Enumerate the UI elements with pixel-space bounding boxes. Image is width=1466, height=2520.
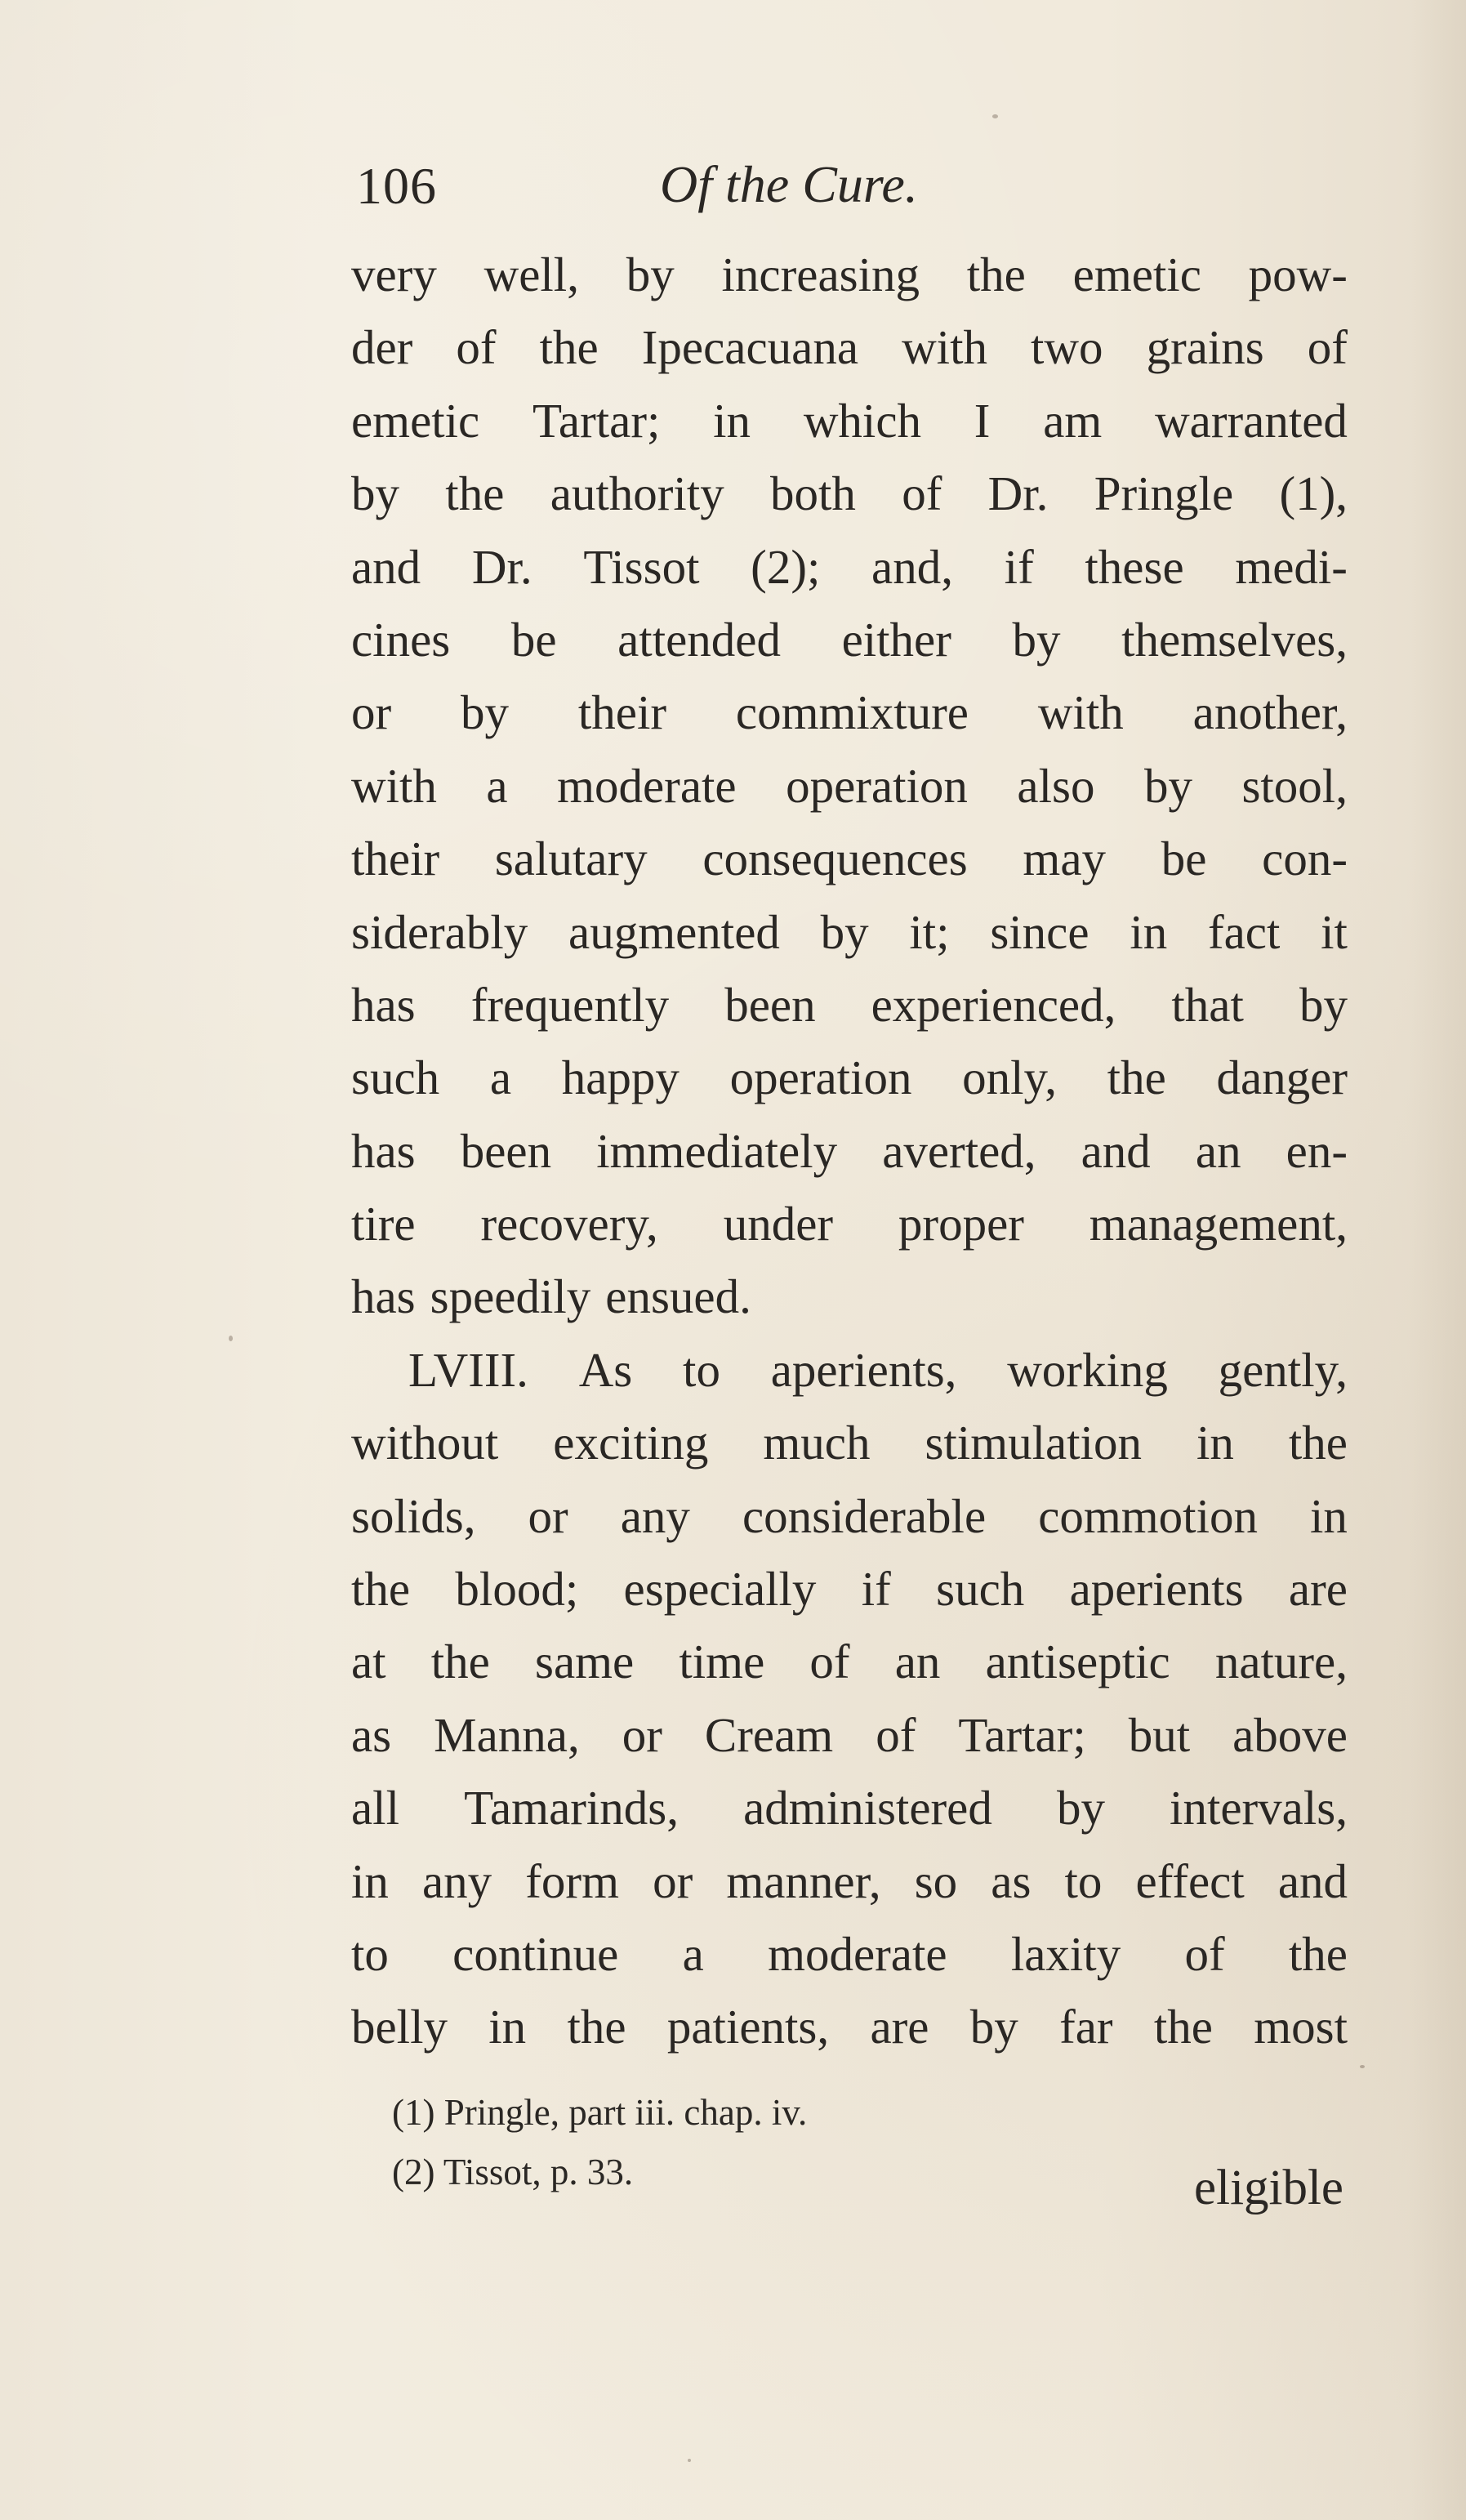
text-line bbox=[351, 239, 1348, 311]
text-word: of bbox=[876, 1707, 916, 1762]
footnote-1: (1) Pringle, part iii. chap. iv. bbox=[392, 2092, 808, 2133]
text-word: Manna, bbox=[434, 1707, 580, 1762]
footnotes bbox=[392, 2083, 807, 2202]
text-word: especially bbox=[623, 1562, 817, 1617]
text-word: by bbox=[461, 685, 510, 740]
text-word: in bbox=[713, 393, 751, 448]
running-title: Of the Cure. bbox=[660, 155, 918, 213]
text-word: patients, bbox=[666, 2000, 830, 2054]
text-line bbox=[351, 1480, 1348, 1553]
text-word: en- bbox=[1286, 1123, 1348, 1178]
text-word: grains bbox=[1146, 320, 1264, 375]
text-word: der bbox=[351, 320, 413, 375]
text-line bbox=[351, 1772, 1348, 1844]
text-line bbox=[351, 1699, 1348, 1772]
text-word: with bbox=[351, 758, 437, 813]
text-line bbox=[351, 1188, 1348, 1260]
text-word: in bbox=[1310, 1488, 1348, 1543]
text-word: at bbox=[351, 1635, 386, 1689]
text-word: most bbox=[1254, 2000, 1348, 2054]
text-word: same bbox=[535, 1635, 635, 1689]
text-word: Dr. bbox=[471, 539, 532, 594]
text-word: continue bbox=[452, 1926, 619, 1981]
text-word: averted, bbox=[882, 1123, 1036, 1178]
text-word: administered bbox=[743, 1781, 992, 1835]
text-word: which bbox=[803, 393, 922, 448]
text-word: if bbox=[861, 1562, 891, 1617]
text-word: are bbox=[1288, 1562, 1348, 1617]
text-word: to bbox=[1064, 1853, 1103, 1908]
text-word: warranted bbox=[1155, 393, 1348, 448]
text-word: tire bbox=[351, 1197, 416, 1251]
text-word: Tartar; bbox=[532, 393, 661, 448]
text-word: as bbox=[991, 1853, 1032, 1908]
text-word: above bbox=[1232, 1707, 1348, 1762]
text-word: and bbox=[1081, 1123, 1151, 1178]
text-word: and, bbox=[871, 539, 953, 594]
text-line bbox=[351, 1407, 1348, 1479]
text-word: management, bbox=[1089, 1197, 1348, 1251]
text-word: intervals, bbox=[1170, 1781, 1348, 1835]
text-word: authority bbox=[550, 466, 724, 521]
text-word: far bbox=[1059, 2000, 1113, 2054]
text-word: ensued. bbox=[605, 1269, 751, 1324]
text-word: of bbox=[456, 320, 497, 375]
text-word: either bbox=[841, 612, 951, 667]
footnote-2: (2) Tissot, p. 33. bbox=[392, 2152, 634, 2192]
text-word: augmented bbox=[568, 904, 780, 959]
text-word: a bbox=[489, 1050, 512, 1105]
text-word: con- bbox=[1262, 832, 1348, 886]
text-word: antiseptic bbox=[985, 1635, 1170, 1689]
text-word: by bbox=[1299, 977, 1348, 1032]
text-line bbox=[351, 1115, 1348, 1188]
text-word: it; bbox=[909, 904, 950, 959]
text-word: moderate bbox=[768, 1926, 947, 1981]
text-word: two bbox=[1031, 320, 1103, 375]
text-word: frequently bbox=[470, 977, 670, 1032]
text-line bbox=[351, 1041, 1348, 1114]
text-word: am bbox=[1043, 393, 1103, 448]
text-word: are bbox=[870, 2000, 929, 2054]
text-word: much bbox=[763, 1416, 871, 1470]
text-word: in bbox=[488, 2000, 527, 2054]
text-line bbox=[351, 1918, 1348, 1991]
text-word: immediately bbox=[596, 1123, 838, 1178]
text-line bbox=[351, 457, 1348, 530]
text-word: very bbox=[351, 248, 437, 301]
text-word: considerable bbox=[742, 1488, 987, 1543]
running-head bbox=[356, 155, 1026, 225]
text-word: without bbox=[351, 1416, 499, 1470]
text-word: to bbox=[683, 1342, 720, 1397]
text-word: be bbox=[510, 612, 557, 667]
text-word: the bbox=[1107, 1050, 1166, 1105]
text-word: Cream bbox=[704, 1707, 834, 1762]
text-word: has bbox=[351, 977, 416, 1032]
text-word: danger bbox=[1216, 1050, 1348, 1105]
text-word: the bbox=[567, 2000, 626, 2054]
text-word: speedily bbox=[430, 1269, 591, 1324]
body-text bbox=[351, 239, 1348, 2064]
text-word: another, bbox=[1192, 685, 1348, 740]
text-word: has bbox=[351, 1123, 416, 1178]
text-word: and bbox=[1277, 1853, 1348, 1908]
text-word: consequences bbox=[702, 832, 968, 886]
text-word: of bbox=[902, 466, 942, 521]
text-word: recovery, bbox=[480, 1197, 658, 1251]
text-word: by bbox=[1056, 1781, 1105, 1835]
text-word: Tissot bbox=[583, 539, 700, 594]
text-word: all bbox=[351, 1781, 399, 1835]
paper-speck bbox=[992, 114, 998, 118]
text-word: medi- bbox=[1235, 539, 1348, 594]
text-line bbox=[351, 823, 1348, 895]
text-word: cines bbox=[351, 612, 451, 667]
text-word: As bbox=[578, 1342, 633, 1397]
text-word: by bbox=[1012, 612, 1061, 667]
text-line bbox=[351, 896, 1348, 969]
text-word: if bbox=[1004, 539, 1034, 594]
text-word: exciting bbox=[553, 1416, 709, 1470]
text-word: or bbox=[622, 1707, 662, 1762]
text-word: blood; bbox=[455, 1562, 579, 1617]
text-line bbox=[351, 676, 1348, 749]
text-word: increasing bbox=[721, 248, 920, 301]
text-word: these bbox=[1085, 539, 1184, 594]
text-word: salutary bbox=[494, 832, 648, 886]
text-line bbox=[351, 311, 1348, 384]
text-word: has bbox=[351, 1269, 416, 1324]
text-word: their bbox=[351, 832, 440, 886]
text-word: working bbox=[1007, 1342, 1168, 1397]
text-word: siderably bbox=[351, 904, 528, 959]
text-word: Tartar; bbox=[958, 1707, 1086, 1762]
text-word: and bbox=[351, 539, 421, 594]
text-word: belly bbox=[351, 2000, 448, 2054]
text-line bbox=[351, 1991, 1348, 2063]
text-line bbox=[351, 750, 1348, 823]
text-word: in bbox=[1196, 1416, 1234, 1470]
text-word: or bbox=[351, 685, 392, 740]
text-word: fact bbox=[1207, 904, 1281, 959]
text-word: be bbox=[1161, 832, 1207, 886]
text-line bbox=[351, 531, 1348, 604]
text-word: to bbox=[351, 1926, 389, 1981]
text-word: commotion bbox=[1038, 1488, 1258, 1543]
text-word: the bbox=[445, 466, 505, 521]
text-word: since bbox=[990, 904, 1089, 959]
text-word: emetic bbox=[1072, 248, 1201, 301]
text-word: the bbox=[351, 1562, 411, 1617]
paper-speck bbox=[688, 2459, 691, 2462]
text-word: such bbox=[936, 1562, 1025, 1617]
text-line bbox=[351, 385, 1348, 457]
catchword: eligible bbox=[1194, 2161, 1343, 2215]
text-line bbox=[351, 1626, 1348, 1698]
text-word: any bbox=[620, 1488, 690, 1543]
text-word: operation bbox=[729, 1050, 912, 1105]
text-word: form bbox=[525, 1853, 619, 1908]
text-word: by bbox=[351, 466, 399, 521]
text-word: aperients bbox=[1069, 1562, 1244, 1617]
text-word: emetic bbox=[351, 393, 480, 448]
text-word: stimulation bbox=[925, 1416, 1142, 1470]
text-word: any bbox=[422, 1853, 492, 1908]
text-word: themselves, bbox=[1121, 612, 1348, 667]
text-word: the bbox=[1288, 1926, 1348, 1981]
text-word: with bbox=[1037, 685, 1124, 740]
text-word: proper bbox=[898, 1197, 1024, 1251]
text-word: stool, bbox=[1241, 758, 1348, 813]
text-word: well, bbox=[483, 248, 579, 301]
text-word: attended bbox=[617, 612, 781, 667]
text-word: Pringle bbox=[1094, 466, 1234, 521]
text-word: nature, bbox=[1214, 1635, 1348, 1689]
text-word: I bbox=[974, 393, 991, 448]
text-word: Ipecacuana bbox=[641, 320, 859, 375]
text-word: manner, bbox=[726, 1853, 881, 1908]
text-word: the bbox=[1153, 2000, 1213, 2054]
text-word: time bbox=[679, 1635, 765, 1689]
text-word: gently, bbox=[1218, 1342, 1348, 1397]
text-word: or bbox=[653, 1853, 693, 1908]
text-line bbox=[351, 1260, 1348, 1333]
paper-speck bbox=[1360, 2065, 1365, 2068]
text-word: the bbox=[430, 1635, 490, 1689]
text-word: their bbox=[577, 685, 667, 740]
text-word: as bbox=[351, 1707, 392, 1762]
text-word: operation bbox=[786, 758, 968, 813]
text-word: happy bbox=[561, 1050, 680, 1105]
text-word: effect bbox=[1135, 1853, 1245, 1908]
text-word: moderate bbox=[557, 758, 737, 813]
text-word: laxity bbox=[1010, 1926, 1121, 1981]
text-word: a bbox=[486, 758, 508, 813]
text-word: the bbox=[1288, 1416, 1348, 1470]
text-line bbox=[351, 1845, 1348, 1918]
text-word: (1), bbox=[1279, 466, 1348, 521]
text-word: both bbox=[770, 466, 856, 521]
text-word: so bbox=[914, 1853, 958, 1908]
text-word: Tamarinds, bbox=[464, 1781, 680, 1835]
text-word: commixture bbox=[735, 685, 969, 740]
text-word: Dr. bbox=[987, 466, 1049, 521]
text-word: with bbox=[902, 320, 987, 375]
text-word: of bbox=[809, 1635, 850, 1689]
text-line bbox=[351, 969, 1348, 1041]
paper-speck bbox=[229, 1336, 233, 1341]
text-line bbox=[351, 604, 1348, 676]
text-word: a bbox=[682, 1926, 704, 1981]
text-word: also bbox=[1017, 758, 1095, 813]
text-word: only, bbox=[962, 1050, 1057, 1105]
text-word: by bbox=[1143, 758, 1192, 813]
text-word: in bbox=[1130, 904, 1168, 959]
text-word: the bbox=[539, 320, 599, 375]
text-word: LVIII. bbox=[408, 1342, 528, 1397]
text-word: aperients, bbox=[770, 1342, 957, 1397]
text-word: by bbox=[820, 904, 869, 959]
text-word: but bbox=[1128, 1707, 1191, 1762]
text-word: solids, bbox=[351, 1488, 476, 1543]
text-word: pow- bbox=[1248, 248, 1348, 301]
text-word: or bbox=[528, 1488, 568, 1543]
text-line bbox=[351, 1553, 1348, 1626]
text-line bbox=[408, 1334, 1348, 1407]
text-word: experienced, bbox=[871, 977, 1116, 1032]
text-word: such bbox=[351, 1050, 440, 1105]
text-word: been bbox=[460, 1123, 552, 1178]
page-number: 106 bbox=[356, 157, 437, 215]
text-word: it bbox=[1321, 904, 1348, 959]
text-word: may bbox=[1023, 832, 1107, 886]
text-word: an bbox=[894, 1635, 941, 1689]
text-word: of bbox=[1307, 320, 1348, 375]
text-word: been bbox=[724, 977, 816, 1032]
text-word: in bbox=[351, 1853, 389, 1908]
text-word: of bbox=[1184, 1926, 1225, 1981]
text-word: the bbox=[966, 248, 1026, 301]
text-word: (2); bbox=[751, 539, 821, 594]
text-word: that bbox=[1171, 977, 1244, 1032]
text-word: under bbox=[723, 1197, 834, 1251]
text-word: an bbox=[1195, 1123, 1241, 1178]
text-word: by bbox=[969, 2000, 1018, 2054]
text-word: by bbox=[626, 248, 675, 301]
